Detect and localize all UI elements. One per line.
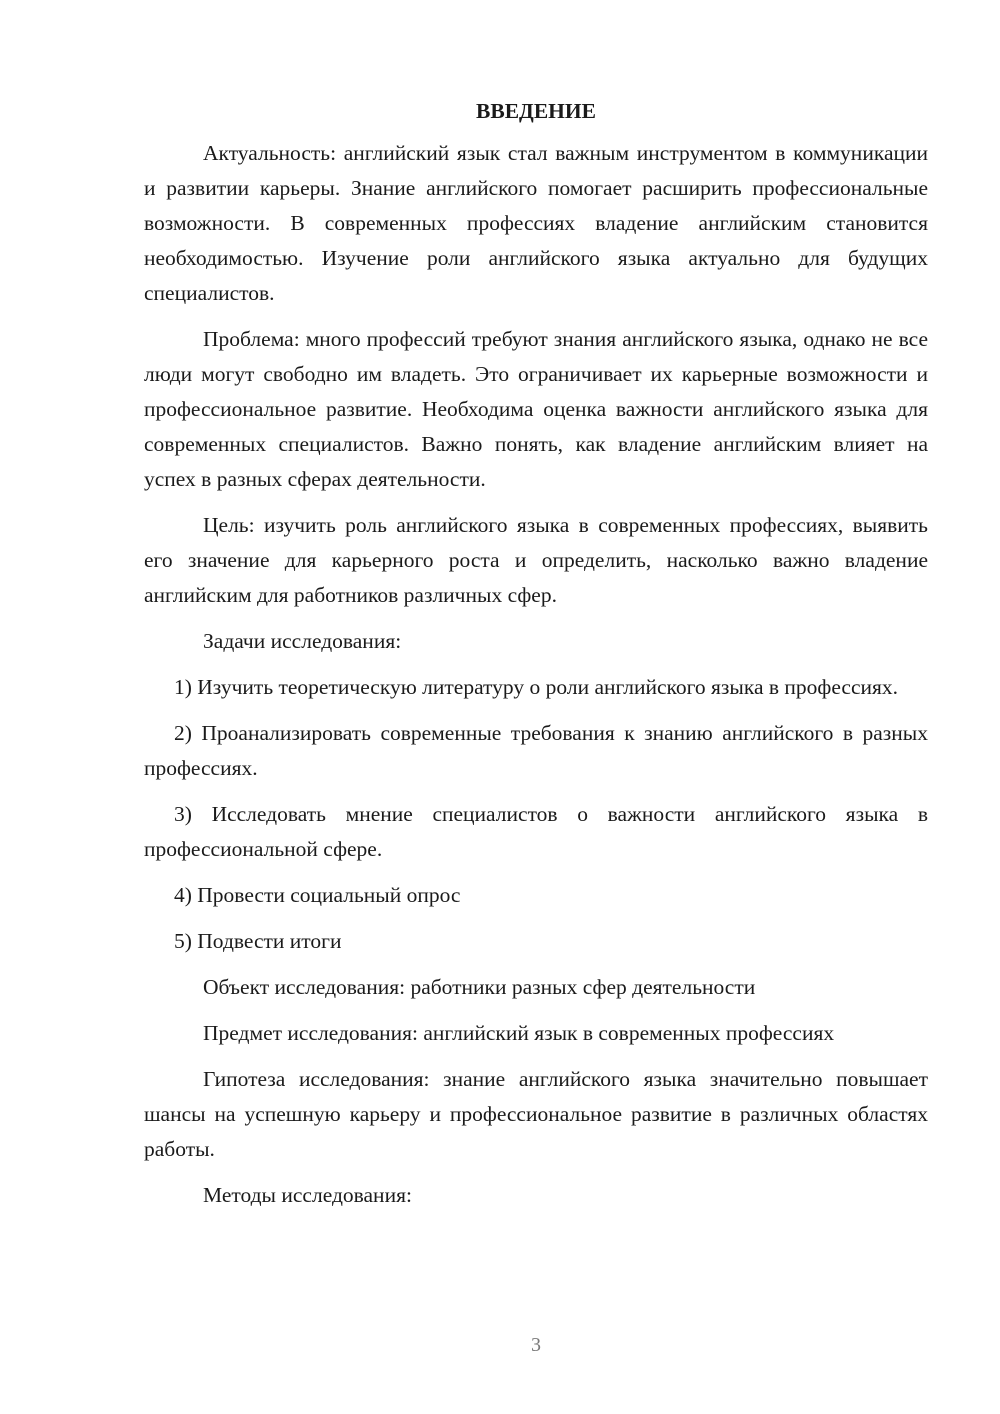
paragraph-relevance: Актуальность: английский язык стал важным инструментом в коммуникации и развитии карьеры. Знание английского помогает расширить профессиональные возможности. В современных профессиях владение английским становится необходимостью. Изучение роли английского языка актуально для будущих специалистов.	[144, 141, 928, 305]
task-item-5: 5) Подвести итоги	[174, 929, 342, 953]
paragraph-problem: Проблема: много профессий требуют знания английского языка, однако не все люди могут свободно им владеть. Это ограничивает их карьерные возможности и профессиональное развитие. Необходима оценка важности английского языка для современных специалистов. Важно понять, как владение английским влияет на успех в разных сферах деятельности.	[144, 327, 928, 491]
paragraph-object: Объект исследования: работники разных сфер деятельности	[203, 975, 756, 999]
task-item-1: 1) Изучить теоретическую литературу о роли английского языка в профессиях.	[174, 675, 899, 699]
page-number: 3	[531, 1334, 541, 1356]
methods-heading: Методы исследования:	[203, 1183, 412, 1207]
paragraph-goal: Цель: изучить роль английского языка в современных профессиях, выявить его значение для карьерного роста и определить, насколько важно владение английским для работников различных сфер.	[144, 513, 928, 607]
paragraph-subject: Предмет исследования: английский язык в современных профессиях	[203, 1021, 835, 1045]
task-item-3: 3) Исследовать мнение специалистов о важности английского языка в профессиональной сфере.	[144, 802, 928, 861]
task-item-4: 4) Провести социальный опрос	[174, 883, 461, 907]
task-item-2: 2) Проанализировать современные требования к знанию английского в разных профессиях.	[144, 721, 928, 780]
document-page	[144, 96, 928, 1224]
paragraph-hypothesis: Гипотеза исследования: знание английского языка значительно повышает шансы на успешную карьеру и профессиональное развитие в различных областях работы.	[144, 1067, 928, 1161]
tasks-heading: Задачи исследования:	[203, 629, 402, 653]
page-title: ВВЕДЕНИЕ	[476, 99, 596, 123]
